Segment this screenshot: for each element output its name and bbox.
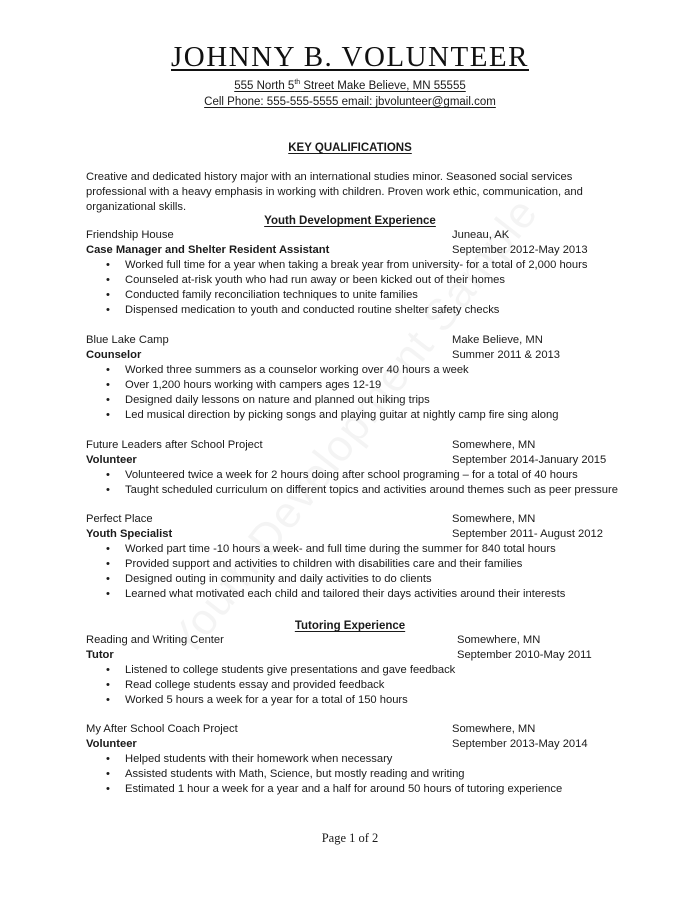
youth-section-title: Youth Development Experience xyxy=(264,215,436,227)
list-item: • Listened to college students give presentations and gave feedback xyxy=(86,663,616,678)
applicant-name: JOHNNY B. VOLUNTEER xyxy=(171,41,529,73)
job-bullets xyxy=(86,663,616,708)
list-item: • Worked full time for a year when taking a break year from university- for a total of 2,000 hours xyxy=(86,258,616,273)
job-role-row xyxy=(86,527,616,542)
job-location: Make Believe, MN xyxy=(452,334,543,346)
address-line xyxy=(0,78,700,94)
page-number: Page 1 of 2 xyxy=(321,831,379,845)
job-location: Somewhere, MN xyxy=(452,513,536,525)
job-role: Counselor xyxy=(86,349,142,361)
job-bullets xyxy=(86,752,616,797)
job-entry xyxy=(86,228,616,318)
job-org-row xyxy=(86,722,616,737)
list-item: • Dispensed medication to youth and conducted routine shelter safety checks xyxy=(86,303,616,318)
job-organization: Friendship House xyxy=(86,229,174,241)
job-bullets xyxy=(86,468,616,498)
job-org-row xyxy=(86,512,616,527)
list-item: • Taught scheduled curriculum on different topics and activities around themes such as peer pressure xyxy=(86,483,616,498)
job-location: Juneau, AK xyxy=(452,229,510,241)
job-dates: September 2014-January 2015 xyxy=(452,454,607,466)
job-dates: September 2011- August 2012 xyxy=(452,528,603,540)
job-organization: Perfect Place xyxy=(86,513,153,525)
job-role-row xyxy=(86,648,616,663)
job-location: Somewhere, MN xyxy=(457,634,541,646)
job-role: Tutor xyxy=(86,649,114,661)
job-organization: Future Leaders after School Project xyxy=(86,439,263,451)
list-item: • Assisted students with Math, Science, but mostly reading and writing xyxy=(86,767,616,782)
job-entry xyxy=(86,633,616,708)
job-role-row xyxy=(86,737,616,752)
list-item: • Helped students with their homework when necessary xyxy=(86,752,616,767)
job-bullets xyxy=(86,258,616,318)
job-org-row xyxy=(86,438,616,453)
job-location: Somewhere, MN xyxy=(452,439,536,451)
list-item: • Volunteered twice a week for 2 hours doing after school programing – for a total of 40 hours xyxy=(86,468,616,483)
key-qualifications-title: KEY QUALIFICATIONS xyxy=(288,142,412,154)
list-item: • Worked part time -10 hours a week- and full time during the summer for 840 total hours xyxy=(86,542,616,557)
list-item: • Worked three summers as a counselor working over 40 hours a week xyxy=(86,363,616,378)
job-organization: Blue Lake Camp xyxy=(86,334,169,346)
contact-line: Cell Phone: 555-555-5555 email: jbvolunteer@gmail.com xyxy=(204,96,496,108)
job-entry xyxy=(86,512,616,602)
job-role-row xyxy=(86,243,616,258)
list-item: • Read college students essay and provided feedback xyxy=(86,678,616,693)
list-item: • Counseled at-risk youth who had run away or been kicked out of their homes xyxy=(86,273,616,288)
job-organization: Reading and Writing Center xyxy=(86,634,224,646)
job-organization: My After School Coach Project xyxy=(86,723,238,735)
job-role-row xyxy=(86,348,616,363)
address-superscript: th xyxy=(294,79,301,87)
job-entry xyxy=(86,722,616,797)
list-item: • Worked 5 hours a week for a year for a total of 150 hours xyxy=(86,693,616,708)
list-item: • Designed outing in community and daily activities to do clients xyxy=(86,572,616,587)
job-role: Volunteer xyxy=(86,454,137,466)
list-item: • Conducted family reconciliation techniques to unite families xyxy=(86,288,616,303)
list-item: • Learned what motivated each child and tailored their days activities around their interests xyxy=(86,587,616,602)
tutoring-section-title: Tutoring Experience xyxy=(294,620,406,632)
job-role: Case Manager and Shelter Resident Assistant xyxy=(86,244,330,256)
job-entry xyxy=(86,333,616,423)
job-role: Volunteer xyxy=(86,738,137,750)
list-item: • Led musical direction by picking songs and playing guitar at nightly camp fire sing along xyxy=(86,408,616,423)
job-role-row xyxy=(86,453,616,468)
list-item: • Provided support and activities to children with disabilities care and their families xyxy=(86,557,616,572)
job-org-row xyxy=(86,228,616,243)
address-end: Street Make Believe, MN 55555 xyxy=(300,80,466,92)
list-item: • Estimated 1 hour a week for a year and a half for around 50 hours of tutoring experience xyxy=(86,782,616,797)
resume-header xyxy=(0,40,700,110)
job-dates: Summer 2011 & 2013 xyxy=(452,349,561,361)
address-start: 555 North 5 xyxy=(234,80,295,92)
job-role: Youth Specialist xyxy=(86,528,173,540)
job-bullets xyxy=(86,363,616,423)
qualifications-summary: Creative and dedicated history major with an international studies minor. Seasoned social services professional with a heavy emphasis in working with children. Proven work ethic, communication, and organizational skills. xyxy=(86,171,583,213)
job-entry xyxy=(86,438,616,498)
job-bullets xyxy=(86,542,616,602)
job-location: Somewhere, MN xyxy=(452,723,536,735)
job-dates: September 2013-May 2014 xyxy=(452,738,588,750)
job-dates: September 2010-May 2011 xyxy=(457,649,592,661)
list-item: • Designed daily lessons on nature and planned out hiking trips xyxy=(86,393,616,408)
list-item: • Over 1,200 hours working with campers ages 12-19 xyxy=(86,378,616,393)
job-org-row xyxy=(86,333,616,348)
job-dates: September 2012-May 2013 xyxy=(452,244,588,256)
job-org-row xyxy=(86,633,616,648)
